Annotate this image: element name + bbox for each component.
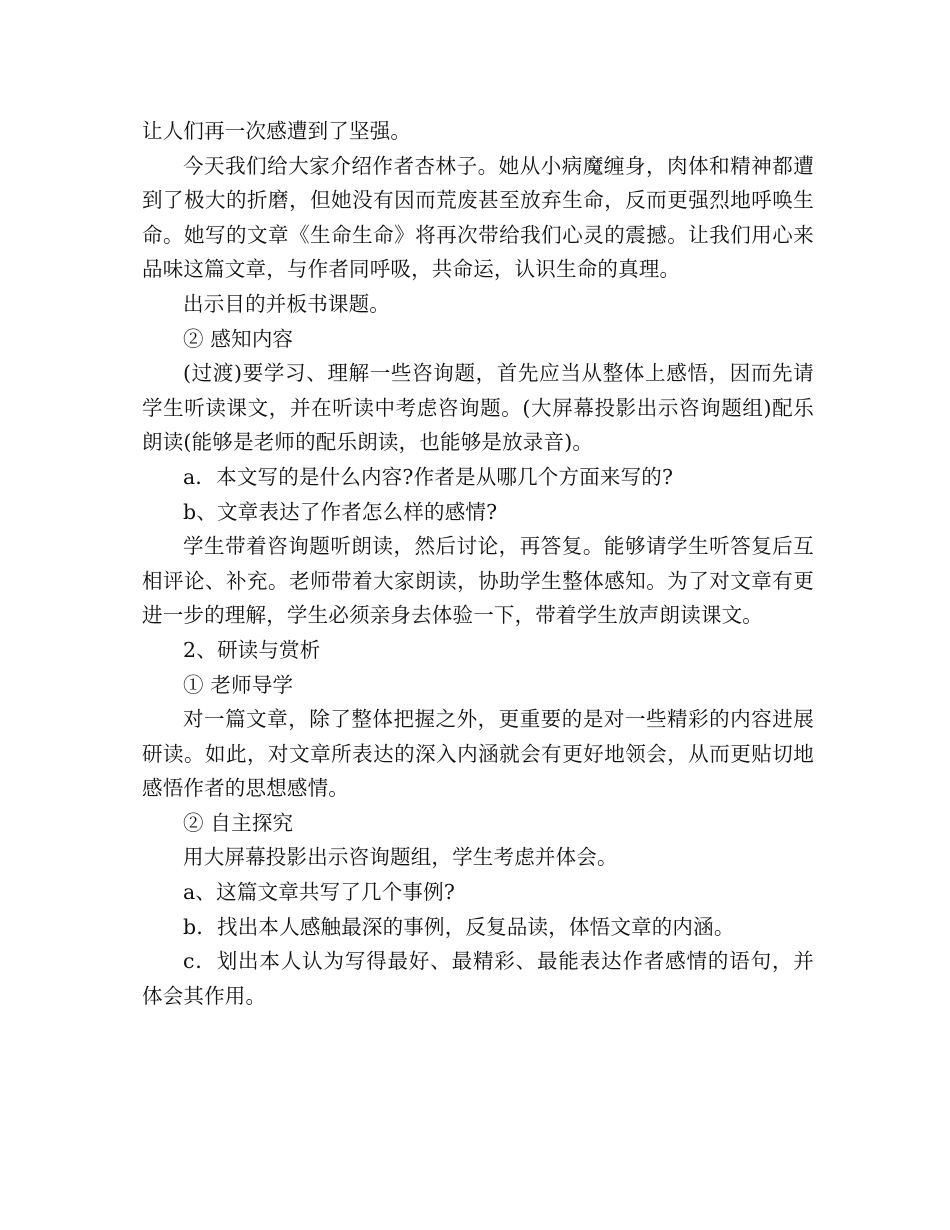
paragraph: 让人们再一次感遭到了坚强。 — [142, 119, 412, 143]
paragraph: 今天我们给大家介绍作者杏林子。她从小病魔缠身，肉体和精神都遭到了极大的折磨，但她没有因而荒废甚至放弃生命，反而更强烈地呼唤生命。她写的文章《生命生命》将再次带给我们心灵的震撼。让我们用心来品味这篇文章，与作者同呼吸，共命运，认识生命的真理。 — [142, 153, 814, 282]
document-body — [142, 114, 814, 1013]
paragraph: 学生带着咨询题听朗读，然后讨论，再答复。能够请学生听答复后互相评论、补充。老师带着大家朗读，协助学生整体感知。为了对文章有更进一步的理解，学生必须亲身去体验一下，带着学生放声朗读课文。 — [142, 534, 814, 628]
question-item: a．本文写的是什么内容?作者是从哪几个方面来写的? — [183, 464, 674, 489]
section-heading: ② 感知内容 — [183, 326, 294, 351]
question-item: b．找出本人感触最深的事例，反复品读，体悟文章的内涵。 — [183, 914, 735, 939]
section-heading: 2、研读与赏析 — [183, 637, 321, 662]
paragraph: 用大屏幕投影出示咨询题组，学生考虑并体会。 — [183, 845, 618, 870]
paragraph: (过渡)要学习、理解一些咨询题，首先应当从整体上感悟，因而先请学生听读课文，并在听读中考虑咨询题。(大屏幕投影出示咨询题组)配乐朗读(能够是老师的配乐朗读，也能够是放录音)。 — [142, 361, 814, 455]
section-heading: ② 自主探究 — [183, 810, 294, 835]
question-item: a、这篇文章共写了几个事例? — [183, 880, 456, 905]
paragraph: 对一篇文章，除了整体把握之外，更重要的是对一些精彩的内容进展研读。如此，对文章所表达的深入内涵就会有更好地领会，从而更贴切地感悟作者的思想感情。 — [142, 707, 814, 801]
section-heading: ① 老师导学 — [183, 672, 294, 697]
paragraph: 出示目的并板书课题。 — [183, 291, 390, 316]
question-item: c．划出本人认为写得最好、最精彩、最能表达作者感情的语句，并体会其作用。 — [142, 949, 814, 1008]
question-item: b、文章表达了作者怎么样的感情? — [183, 499, 498, 524]
